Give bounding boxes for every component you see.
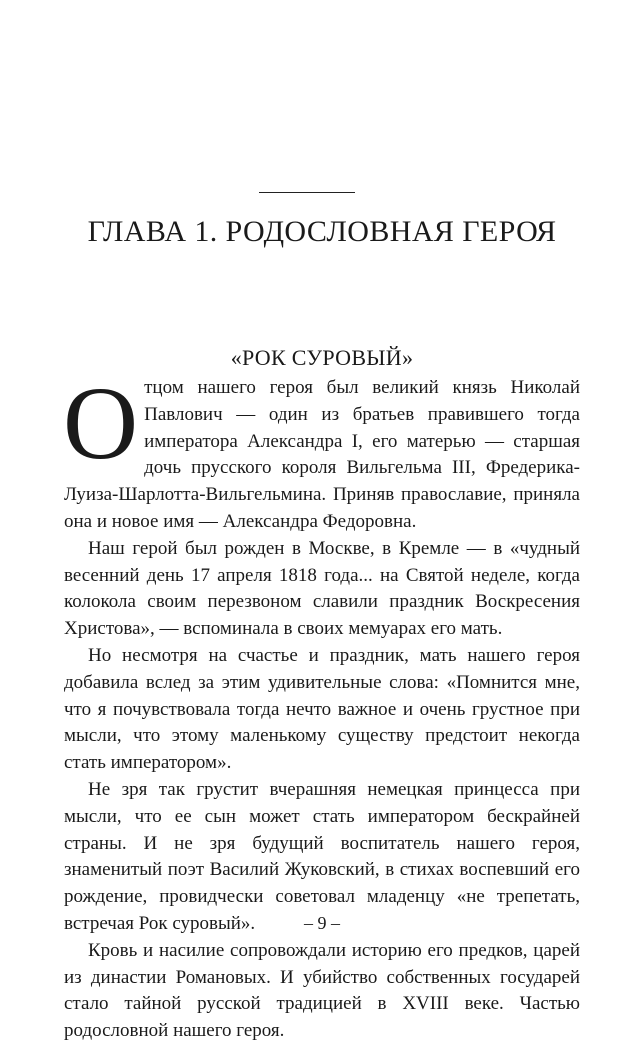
paragraph-1-text: тцом нашего героя был великий князь Николай Павлович — один из братьев правившего тогда императора Александра I, его матерью — старшая дочь прусского короля Вильгельма III, Фредерика-Луиза-Шарлотта-Вильгельмина. Приняв православие, приняла она и новое имя — Александра Федоровна. — [64, 377, 580, 532]
drop-cap-letter: О — [63, 366, 139, 481]
section-title: «РОК СУРОВЫЙ» — [230, 345, 414, 370]
paragraph-2: Наш герой был рожден в Москве, в Кремле — в «чудный весенний день 17 апреля 1818 года... на Святой неделе, когда колокола своим перезвоном славили праздник Воскресения Христова», — вспоминала в своих мемуарах его мать. — [64, 537, 580, 640]
paragraph-5: Кровь и насилие сопровождали историю его предков, царей из династии Романовых. И убийство собственных государей стало тайной русской традицией в XVIII веке. Частью родословной нашего героя. — [64, 939, 580, 1042]
paragraph-3: Но несмотря на счастье и праздник, мать нашего героя добавила вслед за этим удивительные слова: «Помнится мне, что я почувствовала тогда нечто важное и очень грустное при мысли, что этому маленькому существу предстоит некогда стать императором». — [64, 644, 580, 774]
paragraph-4: Не зря так грустит вчерашняя немецкая принцесса при мысли, что ее сын может стать императором бескрайней страны. И не зря будущий воспитатель нашего героя, знаменитый поэт Василий Жуковский, в стихах воспевший его рождение, провидчески советовал младенцу «не трепетать, встречая Рок суровый». — [64, 778, 580, 934]
paragraph-1 — [63, 366, 580, 536]
page-number: – 9 – — [304, 913, 340, 933]
chapter-title: ГЛАВА 1. РОДОСЛОВНАЯ ГЕРОЯ — [87, 215, 557, 248]
chapter-divider-rule — [259, 192, 355, 193]
body-text — [63, 366, 580, 1045]
